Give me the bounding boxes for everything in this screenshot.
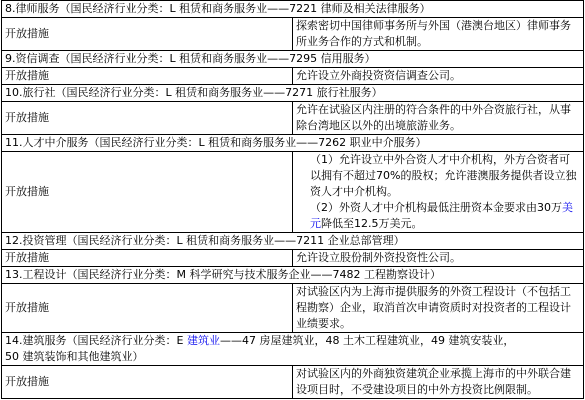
section-title-construction [2, 333, 584, 366]
open-measures-table [1, 0, 584, 399]
section-title-part-c: 50 建筑装饰和其他建筑业） [5, 350, 144, 363]
section-title-travel: 10.旅行社（国民经济行业分类：L 租赁和商务服务业——7271 旅行社服务） [2, 85, 584, 102]
measure-text: 对试验区内的外商独资建筑企业承揽上海市的中外联合建设项目时，不受建设项目的中外方投资比例限制。 [293, 366, 584, 399]
section-title-credit: 9.资信调查（国民经济行业分类：L 租赁和商务服务业——7295 信用服务） [2, 51, 584, 68]
section-title-lawyer: 8.律师服务（国民经济行业分类：L 租赁和商务服务业——7221 律师及相关法律服务） [2, 1, 584, 18]
measure-text: 允许设立股份制外资投资性公司。 [293, 250, 584, 267]
construction-link[interactable]: 建筑业 [186, 334, 220, 347]
usd-link[interactable]: 美元 [310, 201, 573, 230]
open-measures-label: 开放措施 [2, 18, 293, 51]
measure-item-2-text-b: 降低至12.5万美元。 [321, 217, 423, 230]
measure-text: 允许在试验区内注册的符合条件的中外合资旅行社，从事除台湾地区以外的出境旅游业务。 [293, 102, 584, 135]
open-measures-label: 开放措施 [2, 152, 293, 233]
measure-item-1: （1）允许设立中外合资人才中介机构，外方合资者可以拥有不超过70%的股权；允许港澳服务提供者设立独资人才中介机构。 [310, 153, 577, 198]
section-title-investment: 12.投资管理（国民经济行业分类：L 租赁和商务服务业——7211 企业总部管理） [2, 233, 584, 250]
measure-text: 探索密切中国律师事务所与外国（港澳台地区）律师事务所业务合作的方式和机制。 [293, 18, 584, 51]
open-measures-label: 开放措施 [2, 68, 293, 85]
open-measures-label: 开放措施 [2, 284, 293, 333]
section-title-part-a: 14.建筑服务（国民经济行业分类：E [5, 334, 187, 347]
open-measures-label: 开放措施 [2, 250, 293, 267]
measure-text-group [293, 152, 584, 233]
measure-item-2-text-a: （2）外资人才中介机构最低注册资本金要求由30万 [310, 201, 562, 214]
open-measures-label: 开放措施 [2, 366, 293, 399]
section-title-engineering: 13.工程设计（国民经济行业分类：M 科学研究与技术服务企业——7482 工程勘察设计） [2, 267, 584, 284]
measure-text: 允许设立外商投资资信调查公司。 [293, 68, 584, 85]
section-title-talent: 11.人才中介服务（国民经济行业分类：L 租赁和商务服务业——7262 职业中介服务） [2, 135, 584, 152]
section-title-part-b: ——47 房屋建筑业，48 土木工程建筑业，49 建筑安装业， [219, 334, 515, 347]
measure-text: 对试验区内为上海市提供服务的外资工程设计（不包括工程勘察）企业，取消首次申请资质时对投资者的工程设计业绩要求。 [293, 284, 584, 333]
measure-item-2 [296, 200, 580, 232]
open-measures-label: 开放措施 [2, 102, 293, 135]
